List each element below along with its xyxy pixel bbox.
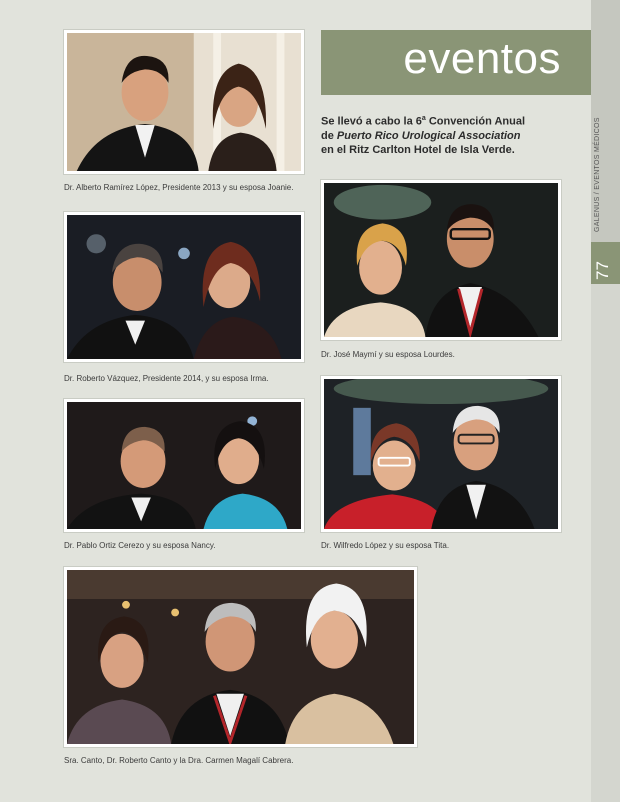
photo-ortiz-image (67, 402, 301, 529)
caption-photo2: Dr. Roberto Vázquez, Presidente 2014, y su esposa Irma. (64, 374, 269, 383)
photo-maymi-image (324, 183, 558, 337)
photo-ramirez (64, 30, 304, 174)
photo-ramirez-image (67, 33, 301, 171)
caption-photo4: Dr. Pablo Ortiz Cerezo y su esposa Nancy. (64, 541, 216, 550)
intro-line1-prefix: Se llevó a cabo la 6 (321, 115, 422, 128)
photo-vazquez (64, 212, 304, 362)
section-banner (321, 30, 591, 95)
page-number: 77 (593, 261, 612, 280)
page-number-box (591, 242, 620, 284)
photo-canto-image (67, 570, 414, 744)
page-sidebar (591, 0, 620, 802)
photo-maymi (321, 180, 561, 340)
intro-text (321, 112, 576, 157)
association-name: Puerto Rico Urological Association (336, 129, 521, 142)
caption-photo5: Dr. Wilfredo López y su esposa Tita. (321, 541, 450, 550)
caption-photo1: Dr. Alberto Ramírez López, Presidente 2013 y su esposa Joanie. (64, 183, 294, 192)
caption-photo3: Dr. José Maymí y su esposa Lourdes. (321, 350, 455, 359)
photo-vazquez-image (67, 215, 301, 359)
photo-canto (64, 567, 417, 747)
intro-line1-suffix: Convención Anual (425, 115, 526, 128)
intro-superscript: a (421, 115, 426, 122)
intro-line2-prefix: de (321, 129, 337, 142)
photo-lopez-image (324, 379, 558, 529)
caption-photo6: Sra. Canto, Dr. Roberto Canto y la Dra. Carmen Magalí Cabrera. (64, 756, 294, 765)
photo-lopez (321, 376, 561, 532)
section-label: GALENUS / EVENTOS MÉDICOS (594, 117, 601, 232)
intro-line3: en el Ritz Carlton Hotel de Isla Verde. (321, 143, 515, 156)
section-title: eventos (403, 34, 561, 83)
photo-ortiz (64, 399, 304, 532)
